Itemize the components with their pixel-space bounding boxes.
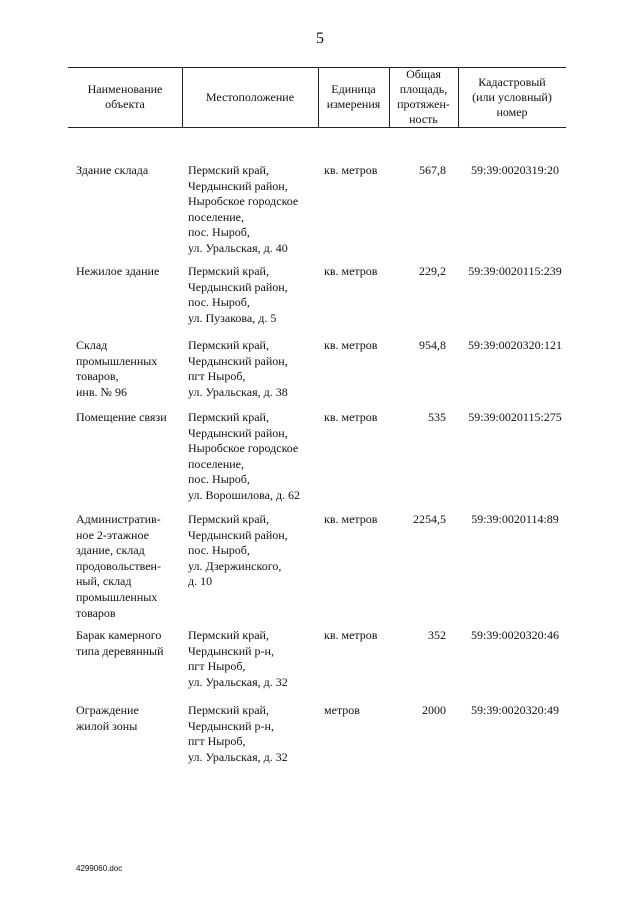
object-name-line: Помещение связи bbox=[76, 410, 167, 424]
object-location-line: Ныробское городское bbox=[188, 194, 299, 209]
object-name-line: Ограждение bbox=[76, 703, 139, 717]
object-name bbox=[76, 264, 180, 280]
unit-of-measure: кв. метров bbox=[324, 264, 378, 278]
header-line: протяжен- bbox=[397, 97, 450, 111]
header-cadastral bbox=[458, 67, 566, 127]
object-name bbox=[76, 512, 180, 621]
header-line: Кадастровый bbox=[478, 74, 546, 89]
object-location-line: пгт Ныроб, bbox=[188, 734, 246, 749]
object-location-line: Пермский край, bbox=[188, 703, 269, 717]
object-name-line: Административ- bbox=[76, 512, 161, 526]
object-location-line: Пермский край, bbox=[188, 512, 269, 526]
object-location-line: пос. Ныроб, bbox=[188, 543, 250, 558]
object-location-line: Пермский край, bbox=[188, 628, 269, 642]
object-name-line: промышленных bbox=[76, 353, 158, 368]
object-location-line: д. 10 bbox=[188, 574, 213, 589]
object-name bbox=[76, 163, 180, 179]
object-name-line: товаров, bbox=[76, 369, 119, 384]
object-location-line: Чердынский район, bbox=[188, 178, 288, 193]
object-location bbox=[188, 703, 318, 765]
object-location-line: ул. Уральская, д. 38 bbox=[188, 384, 288, 399]
header-unit bbox=[318, 67, 389, 127]
object-location-line: Чердынский район, bbox=[188, 527, 288, 542]
unit-of-measure: метров bbox=[324, 703, 360, 717]
object-location-line: Пермский край, bbox=[188, 163, 269, 177]
header-line: Общая bbox=[406, 67, 441, 81]
header-line: (или условный) bbox=[472, 89, 552, 104]
cadastral-number: 59:39:0020320:46 bbox=[470, 628, 559, 642]
object-location bbox=[188, 410, 318, 504]
area-value: 2254,5 bbox=[413, 512, 446, 526]
unit-of-measure: кв. метров bbox=[324, 163, 378, 177]
object-name-line: жилой зоны bbox=[76, 718, 138, 733]
page-number: 5 bbox=[316, 30, 324, 47]
header-area bbox=[389, 67, 458, 127]
area-value: 567,8 bbox=[419, 163, 446, 177]
object-location-line: ул. Уральская, д. 32 bbox=[188, 749, 288, 764]
object-name-line: ный, склад bbox=[76, 574, 132, 589]
header-line: Местоположение bbox=[205, 89, 295, 104]
unit-of-measure: кв. метров bbox=[324, 338, 378, 352]
header-line: площадь, bbox=[399, 82, 448, 96]
object-location-line: Чердынский район, bbox=[188, 353, 288, 368]
header-line: объекта bbox=[105, 97, 145, 111]
cadastral-number: 59:39:0020320:49 bbox=[470, 703, 559, 717]
object-location-line: ул. Пузакова, д. 5 bbox=[188, 310, 277, 325]
object-name-line: Барак камерного bbox=[76, 628, 162, 642]
object-name-line: Склад bbox=[76, 338, 108, 352]
object-location-line: Пермский край, bbox=[188, 338, 269, 352]
object-location-line: поселение, bbox=[188, 209, 245, 224]
object-name-line: товаров bbox=[76, 605, 116, 620]
object-name-line: промышленных bbox=[76, 589, 158, 604]
object-name bbox=[76, 703, 180, 734]
object-location-line: пос. Ныроб, bbox=[188, 225, 250, 240]
object-location bbox=[188, 512, 318, 590]
object-location-line: поселение, bbox=[188, 456, 245, 471]
object-name-line: инв. № 96 bbox=[76, 384, 127, 399]
cadastral-number: 59:39:0020114:89 bbox=[471, 512, 559, 526]
object-location-line: ул. Уральская, д. 40 bbox=[188, 240, 288, 255]
area-value: 352 bbox=[428, 628, 446, 642]
unit-of-measure: кв. метров bbox=[324, 512, 378, 526]
object-location bbox=[188, 338, 318, 400]
object-location-line: Чердынский район, bbox=[188, 279, 288, 294]
cadastral-number: 59:39:0020320:121 bbox=[467, 338, 562, 352]
cadastral-number: 59:39:0020115:239 bbox=[468, 264, 562, 278]
area-value: 2000 bbox=[422, 703, 446, 717]
object-location-line: Чердынский р-н, bbox=[188, 643, 274, 658]
table-header-bottom-rule bbox=[68, 127, 566, 128]
object-name-line: продовольствен- bbox=[76, 558, 161, 573]
object-location bbox=[188, 163, 318, 257]
object-name bbox=[76, 410, 180, 426]
object-name-line: Нежилое здание bbox=[76, 264, 160, 278]
header-location bbox=[182, 67, 318, 127]
header-line: номер bbox=[496, 104, 528, 119]
object-name-line: типа деревянный bbox=[76, 643, 164, 658]
object-location-line: Чердынский р-н, bbox=[188, 718, 274, 733]
object-name-line: ное 2-этажное bbox=[76, 527, 149, 542]
object-location-line: пос. Ныроб, bbox=[188, 295, 250, 310]
object-location-line: ул. Ворошилова, д. 62 bbox=[188, 487, 301, 502]
object-location-line: ул. Дзержинского, bbox=[188, 558, 282, 573]
header-name bbox=[68, 67, 182, 127]
object-name-line: Здание склада bbox=[76, 163, 149, 177]
header-line: ность bbox=[409, 112, 438, 126]
area-value: 954,8 bbox=[419, 338, 446, 352]
object-location-line: пгт Ныроб, bbox=[188, 369, 246, 384]
object-location bbox=[188, 628, 318, 690]
document-filename: 4299060.doc bbox=[76, 864, 123, 873]
object-location-line: Чердынский район, bbox=[188, 425, 288, 440]
object-location-line: пгт Ныроб, bbox=[188, 659, 246, 674]
header-line: Единица bbox=[331, 82, 376, 96]
unit-of-measure: кв. метров bbox=[324, 410, 378, 424]
object-name-line: здание, склад bbox=[76, 543, 145, 558]
header-line: Наименование bbox=[87, 82, 163, 96]
area-value: 229,2 bbox=[419, 264, 446, 278]
object-location-line: пос. Ныроб, bbox=[188, 472, 250, 487]
object-location-line: Пермский край, bbox=[188, 410, 269, 424]
object-name bbox=[76, 338, 180, 400]
object-location-line: ул. Уральская, д. 32 bbox=[188, 674, 288, 689]
object-name bbox=[76, 628, 180, 659]
header-line: измерения bbox=[326, 97, 381, 111]
object-location-line: Ныробское городское bbox=[188, 441, 299, 456]
object-location-line: Пермский край, bbox=[188, 264, 269, 278]
cadastral-number: 59:39:0020115:275 bbox=[468, 410, 562, 424]
object-location bbox=[188, 264, 318, 326]
cadastral-number: 59:39:0020319:20 bbox=[470, 163, 559, 177]
unit-of-measure: кв. метров bbox=[324, 628, 378, 642]
area-value: 535 bbox=[428, 410, 446, 424]
